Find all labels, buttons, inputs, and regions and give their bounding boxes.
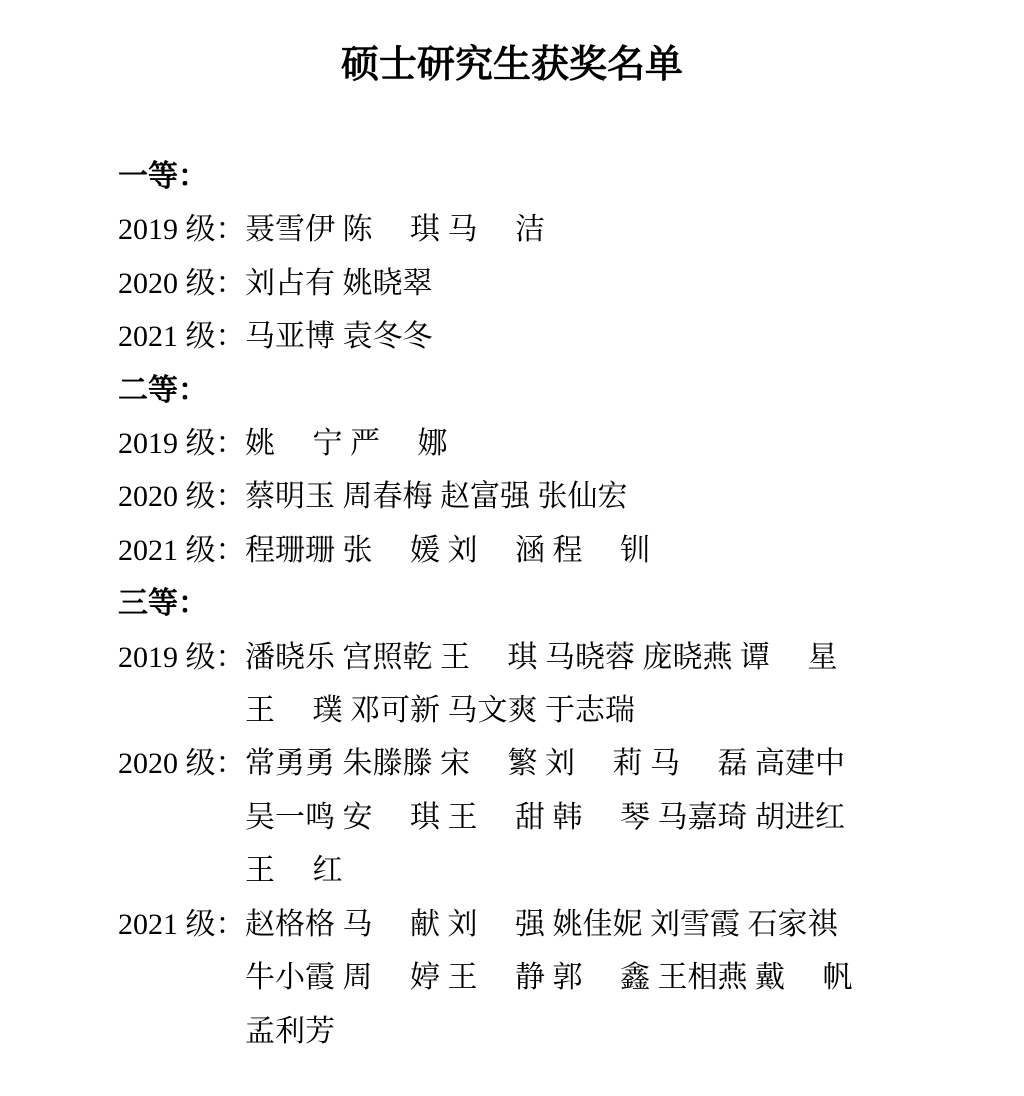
- cohort-row-2019: [118, 417, 964, 470]
- winner-names-line: 潘晓乐 宫照乾 王 琪 马晓蓉 庞晓燕 谭 星: [245, 640, 838, 674]
- cohort-row-2021: [118, 310, 964, 363]
- winner-names-line: 蔡明玉 周春梅 赵富强 张仙宏: [245, 480, 628, 514]
- winner-names-line: 聂雪伊 陈 琪 马 洁: [245, 213, 545, 247]
- winner-names-line: 王 璞 邓可新 马文爽 于志瑞: [245, 694, 635, 728]
- winner-names-line: 孟利芳: [245, 1014, 335, 1048]
- winner-name-list: [245, 203, 964, 256]
- cohort-year-label: 2019 级：: [118, 640, 246, 674]
- winner-name-list: [245, 631, 964, 738]
- winner-names-line: 马亚博 袁冬冬: [245, 320, 433, 354]
- cohort-year-label: 2020 级：: [118, 747, 246, 781]
- winner-names-line: 姚 宁 严 娜: [245, 427, 448, 461]
- award-level-heading: 三等：: [118, 587, 208, 621]
- winner-name-list: [245, 470, 964, 523]
- cohort-row-2019: [118, 631, 964, 738]
- award-section-third-class: [118, 577, 964, 1058]
- winner-name-list: [245, 524, 964, 577]
- cohort-year-label: 2020 级：: [118, 480, 246, 514]
- award-level-heading: 一等：: [118, 160, 208, 193]
- winner-names-line: 赵格格 马 献 刘 强 姚佳妮 刘雪霞 石家祺: [245, 907, 838, 941]
- winner-name-list: [245, 898, 964, 1058]
- winner-names-line: 牛小霞 周 婷 王 静 郭 鑫 王相燕 戴 帆: [245, 961, 853, 995]
- winner-names-line: 常勇勇 朱滕滕 宋 繁 刘 莉 马 磊 高建中: [245, 747, 845, 781]
- cohort-year-label: 2020 级：: [118, 266, 246, 300]
- winner-names-line: 吴一鸣 安 琪 王 甜 韩 琴 马嘉琦 胡进红: [245, 800, 845, 834]
- cohort-row-2020: [118, 257, 964, 310]
- document-body: [118, 150, 964, 1058]
- winner-name-list: [245, 257, 964, 310]
- winner-names-line: 程珊珊 张 媛 刘 涵 程 钏: [245, 533, 650, 567]
- cohort-year-label: 2019 级：: [118, 427, 246, 461]
- award-section-second-class: [118, 364, 964, 578]
- page-title: 硕士研究生获奖名单: [340, 44, 683, 86]
- cohort-row-2019: [118, 203, 964, 256]
- cohort-year-label: 2021 级：: [118, 320, 246, 354]
- winner-name-list: [245, 417, 964, 470]
- award-section-first-class: [118, 150, 964, 364]
- cohort-year-label: 2021 级：: [118, 533, 246, 567]
- cohort-year-label: 2019 级：: [118, 213, 246, 247]
- cohort-year-label: 2021 级：: [118, 907, 246, 941]
- winner-name-list: [245, 737, 964, 897]
- cohort-row-2020: [118, 470, 964, 523]
- winner-names-line: 王 红: [245, 854, 343, 888]
- cohort-row-2021: [118, 524, 964, 577]
- winner-name-list: [245, 310, 964, 363]
- winner-names-line: 刘占有 姚晓翠: [245, 266, 433, 300]
- award-level-heading: 二等：: [118, 373, 208, 407]
- cohort-row-2021: [118, 898, 964, 1058]
- cohort-row-2020: [118, 737, 964, 897]
